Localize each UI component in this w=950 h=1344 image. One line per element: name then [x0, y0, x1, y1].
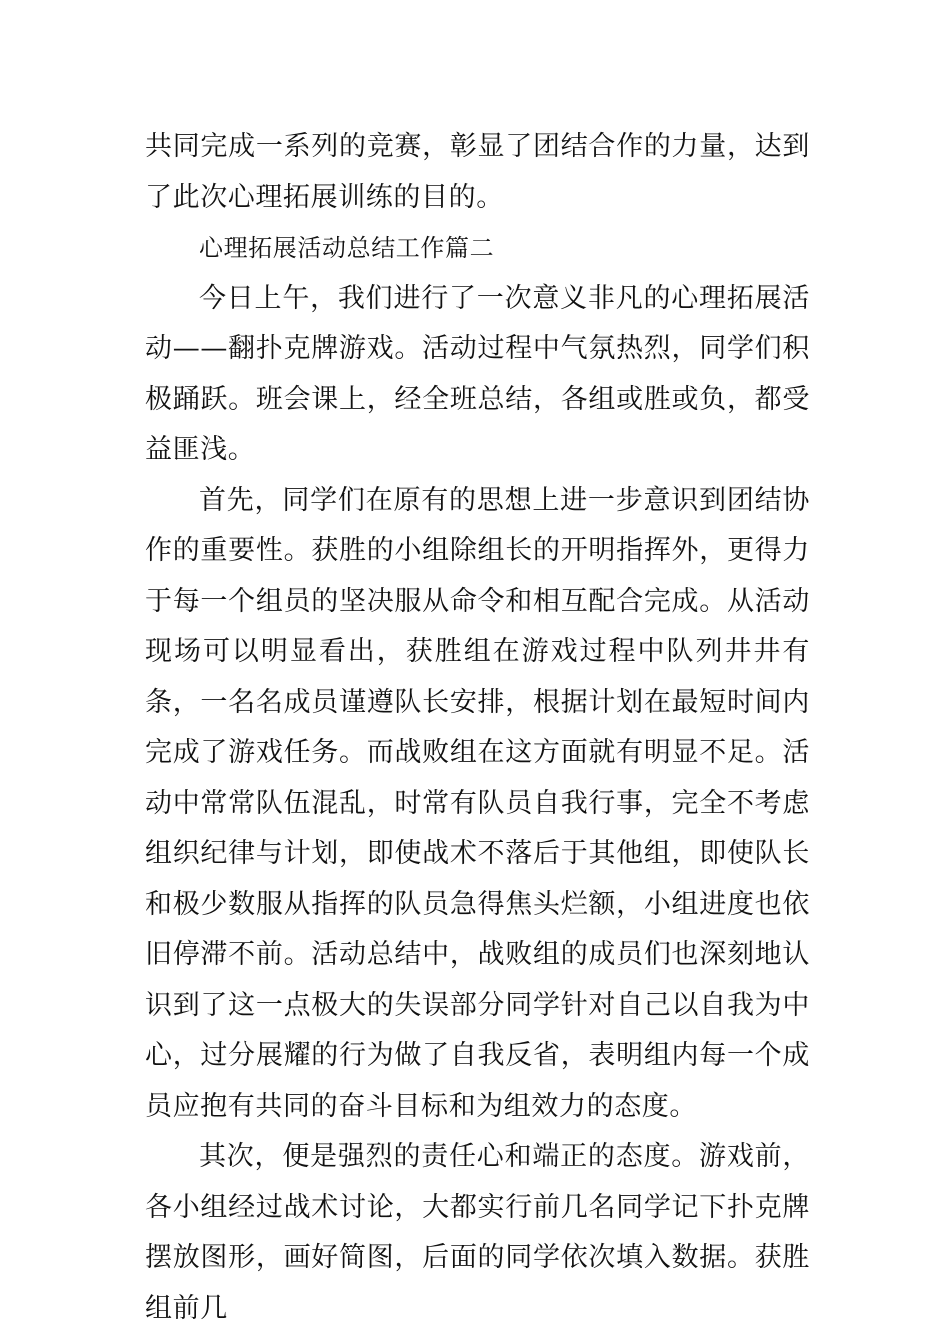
document-body [145, 122, 810, 1334]
section-heading: 心理拓展活动总结工作篇二 [199, 234, 495, 262]
paragraph-intro: 今日上午，我们进行了一次意义非凡的心理拓展活动——翻扑克牌游戏。活动过程中气氛热烈，同学们积极踊跃。班会课上，经全班总结，各组或胜或负，都受益匪浅。 [145, 282, 810, 465]
paragraph-continuation: 共同完成一系列的竞赛，彰显了团结合作的力量，达到了此次心理拓展训练的目的。 [145, 131, 810, 213]
paragraph-first-point: 首先，同学们在原有的思想上进一步意识到团结协作的重要性。获胜的小组除组长的开明指挥外，更得力于每一个组员的坚决服从命令和相互配合完成。从活动现场可以明显看出，获胜组在游戏过程中队列井井有条，一名名成员谨遵队长安排，根据计划在最短时间内完成了游戏任务。而战败组在这方面就有明显不足。活动中常常队伍混乱，时常有队员自我行事，完全不考虑组织纪律与计划，即使战术不落后于其他组，即使队长和极少数服从指挥的队员急得焦头烂额，小组进度也依旧停滞不前。活动总结中，战败组的成员们也深刻地认识到了这一点极大的失误部分同学针对自己以自我为中心，过分展耀的行为做了自我反省，表明组内每一个成员应抱有共同的奋斗目标和为组效力的态度。 [145, 484, 810, 1122]
paragraph-second-point: 其次，便是强烈的责任心和端正的态度。游戏前，各小组经过战术讨论，大都实行前几名同学记下扑克牌摆放图形，画好简图，后面的同学依次填入数据。获胜组前几 [145, 1141, 810, 1324]
